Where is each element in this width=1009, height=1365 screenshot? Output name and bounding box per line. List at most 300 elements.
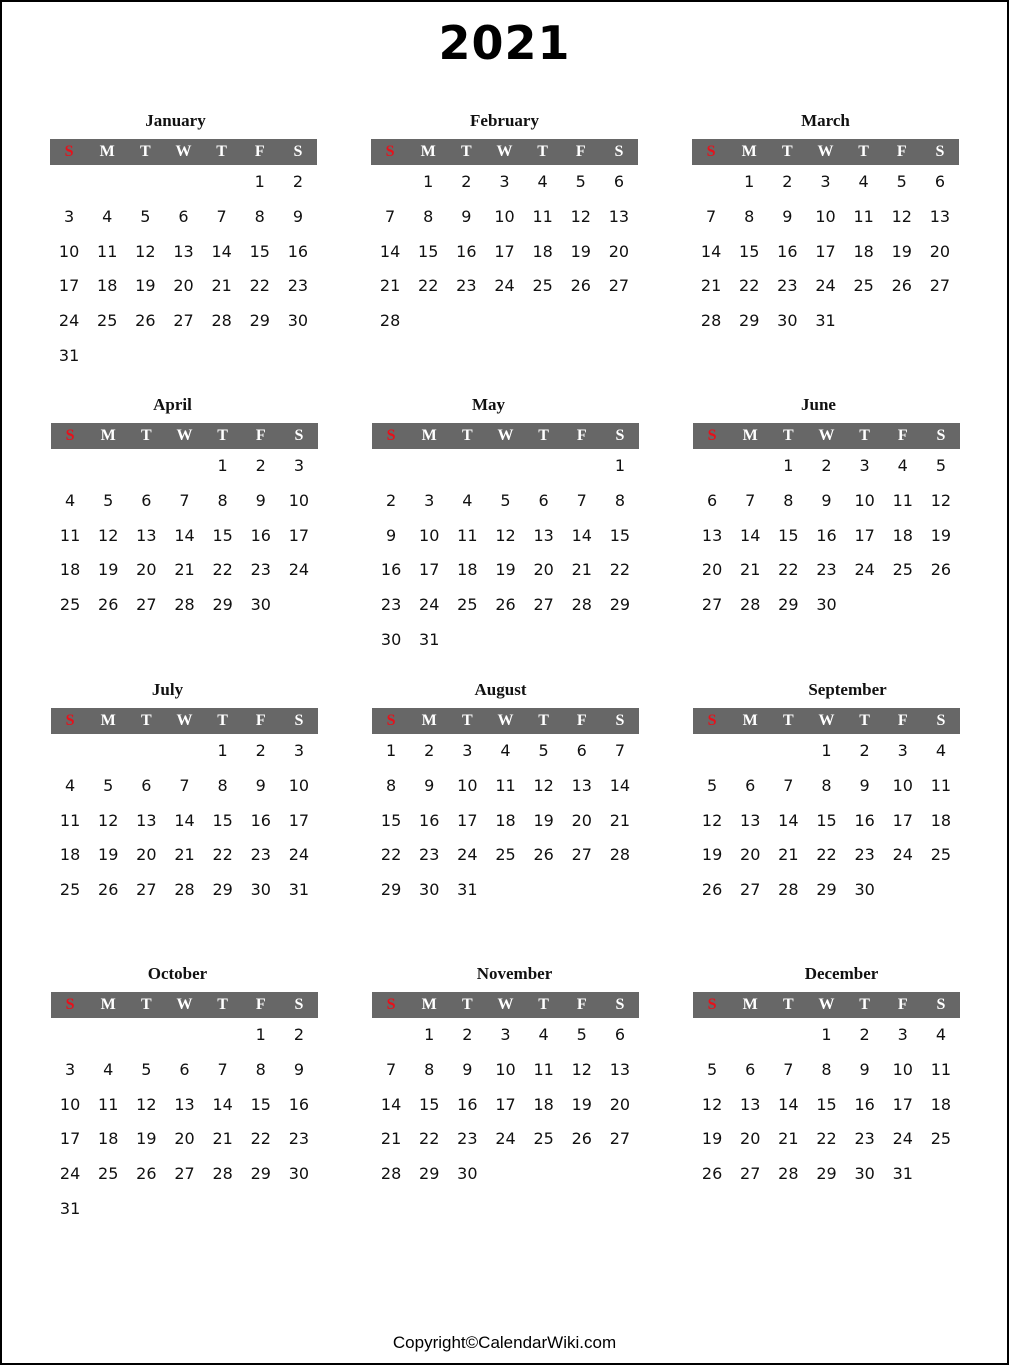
day-cell: 25 (533, 1129, 554, 1149)
day-cell: 29 (609, 595, 631, 615)
day-cell: 3 (897, 1025, 908, 1044)
day-cell: 4 (935, 741, 946, 760)
day-cell: 28 (740, 595, 761, 615)
day-grid (51, 449, 318, 623)
weekday-label: M (742, 996, 758, 1013)
day-cell: 18 (533, 1094, 554, 1114)
weekday-header (51, 423, 318, 449)
weekday-label: S (294, 427, 304, 444)
day-cell: 16 (457, 1094, 478, 1114)
day-cell: 9 (821, 490, 832, 510)
day-cell: 8 (423, 206, 434, 226)
day-cell: 9 (859, 775, 870, 795)
day-cell: 19 (570, 241, 591, 261)
day-cell: 20 (174, 1129, 195, 1149)
weekday-label: T (538, 996, 549, 1013)
day-cell: 7 (783, 1059, 794, 1079)
day-cell: 9 (292, 206, 303, 226)
day-cell: 14 (174, 525, 195, 545)
month-january (50, 111, 317, 374)
day-cell: 29 (249, 311, 270, 331)
weekday-label: W (497, 712, 514, 729)
weekday-label: M (100, 996, 116, 1013)
day-cell: 3 (424, 490, 435, 510)
month-name: February (470, 111, 539, 130)
day-cell: 22 (250, 1129, 271, 1149)
day-cell: 6 (576, 741, 587, 760)
day-cell: 4 (537, 172, 548, 191)
day-cell: 5 (141, 1059, 152, 1079)
day-cell: 25 (98, 1164, 119, 1184)
day-cell: 7 (705, 206, 717, 226)
weekday-label: F (254, 143, 265, 160)
day-cell: 4 (103, 1059, 114, 1079)
empty-cell (769, 1018, 807, 1053)
day-cell: 12 (701, 810, 723, 830)
weekday-label: M (742, 712, 758, 729)
month-name: April (153, 395, 192, 414)
day-cell: 4 (538, 1025, 549, 1044)
day-cell: 8 (821, 775, 832, 795)
day-cell: 31 (419, 629, 440, 649)
weekday-label: F (575, 143, 586, 160)
day-cell: 29 (816, 1164, 837, 1184)
day-cell: 14 (571, 525, 592, 545)
empty-cell (448, 449, 486, 484)
weekday-header (372, 708, 639, 734)
day-cell: 21 (609, 810, 631, 830)
month-name: January (145, 111, 206, 130)
weekday-label: S (707, 996, 717, 1013)
day-cell: 21 (700, 276, 722, 296)
day-cell: 7 (576, 490, 587, 510)
weekday-label: W (497, 427, 514, 444)
day-cell: 21 (571, 560, 592, 580)
day-cell: 29 (250, 1164, 271, 1184)
day-cell: 19 (891, 241, 912, 261)
day-cell: 31 (59, 1198, 81, 1218)
empty-cell (410, 449, 448, 484)
day-cell: 12 (701, 1094, 723, 1114)
day-cell: 24 (58, 311, 80, 331)
day-cell: 28 (212, 1164, 233, 1184)
day-cell: 20 (740, 845, 761, 865)
empty-cell (371, 165, 409, 200)
day-cell: 1 (254, 172, 265, 191)
day-cell: 25 (532, 276, 553, 296)
day-cell: 10 (495, 1059, 516, 1079)
day-cell: 12 (930, 490, 952, 510)
day-cell: 23 (854, 1129, 875, 1149)
empty-cell (203, 165, 241, 200)
weekday-label: S (936, 712, 946, 729)
day-cell: 17 (494, 241, 515, 261)
day-cell: 30 (419, 880, 440, 900)
day-cell: 25 (97, 311, 118, 331)
day-grid (371, 165, 638, 339)
day-cell: 24 (892, 1129, 913, 1149)
day-cell: 28 (174, 595, 195, 615)
month-name: August (474, 680, 527, 699)
day-cell: 14 (740, 525, 761, 545)
day-cell: 23 (250, 845, 271, 865)
day-cell: 21 (212, 1129, 233, 1149)
day-cell: 20 (740, 1129, 761, 1149)
empty-cell (204, 1018, 242, 1053)
copyright-footer: Copyright©CalendarWiki.com (392, 1333, 617, 1352)
day-cell: 28 (609, 845, 631, 865)
day-cell: 2 (461, 172, 472, 191)
day-cell: 17 (815, 241, 836, 261)
weekday-label: S (294, 712, 304, 729)
empty-cell (126, 165, 164, 200)
day-cell: 18 (98, 1129, 119, 1149)
day-cell: 11 (930, 775, 952, 795)
weekday-label: S (386, 996, 396, 1013)
empty-cell (50, 165, 88, 200)
day-cell: 10 (457, 775, 478, 795)
day-cell: 6 (613, 172, 624, 191)
day-cell: 8 (217, 775, 228, 795)
weekday-label: F (896, 143, 907, 160)
day-cell: 27 (608, 276, 630, 296)
weekday-label: W (175, 143, 192, 160)
day-cell: 27 (174, 1164, 195, 1184)
day-cell: 4 (64, 490, 76, 510)
day-cell: 14 (700, 241, 722, 261)
day-cell: 5 (103, 490, 114, 510)
day-cell: 10 (288, 775, 310, 795)
day-cell: 3 (499, 172, 510, 191)
day-cell: 23 (419, 845, 440, 865)
day-cell: 5 (706, 775, 718, 795)
empty-cell (127, 449, 165, 484)
day-cell: 31 (58, 345, 80, 365)
day-cell: 11 (532, 206, 553, 226)
weekday-label: F (576, 427, 587, 444)
day-cell: 17 (892, 1094, 913, 1114)
day-cell: 24 (494, 276, 515, 296)
day-cell: 1 (614, 456, 625, 475)
day-cell: 22 (778, 560, 799, 580)
day-cell: 14 (211, 241, 232, 261)
day-cell: 1 (385, 741, 397, 760)
day-cell: 26 (701, 1164, 723, 1184)
day-cell: 15 (418, 241, 439, 261)
empty-cell (165, 1018, 203, 1053)
day-cell: 5 (706, 1059, 718, 1079)
day-cell: 4 (64, 775, 76, 795)
day-cell: 30 (380, 629, 402, 649)
day-cell: 6 (538, 490, 549, 510)
day-cell: 10 (58, 241, 80, 261)
day-cell: 8 (254, 206, 265, 226)
day-cell: 12 (495, 525, 516, 545)
day-cell: 24 (815, 276, 836, 296)
weekday-label: S (386, 427, 396, 444)
day-cell: 11 (930, 1059, 952, 1079)
day-cell: 24 (419, 595, 440, 615)
day-cell: 2 (255, 456, 266, 475)
day-cell: 2 (255, 741, 266, 760)
day-cell: 4 (897, 456, 908, 475)
day-cell: 8 (821, 1059, 832, 1079)
day-cell: 10 (59, 1094, 81, 1114)
month-name: May (471, 395, 506, 414)
month-name: December (804, 964, 879, 983)
day-cell: 11 (533, 1059, 554, 1079)
day-cell: 8 (385, 775, 397, 795)
day-cell: 6 (178, 206, 189, 226)
day-cell: 12 (891, 206, 912, 226)
day-cell: 10 (815, 206, 836, 226)
day-cell: 13 (136, 810, 157, 830)
day-cell: 9 (462, 1059, 473, 1079)
day-cell: 23 (380, 595, 402, 615)
empty-cell (525, 449, 563, 484)
day-cell: 22 (609, 560, 631, 580)
day-cell: 27 (571, 845, 592, 865)
day-cell: 29 (778, 595, 799, 615)
day-cell: 11 (59, 525, 81, 545)
day-cell: 13 (609, 1059, 631, 1079)
weekday-label: W (497, 996, 514, 1013)
day-cell: 1 (423, 172, 434, 191)
empty-cell (127, 1018, 165, 1053)
day-cell: 24 (288, 845, 310, 865)
day-cell: 30 (287, 311, 309, 331)
weekday-header (692, 139, 959, 165)
day-cell: 9 (255, 775, 266, 795)
weekday-label: M (421, 712, 437, 729)
day-cell: 22 (212, 845, 233, 865)
day-cell: 13 (174, 1094, 195, 1114)
day-cell: 23 (250, 560, 271, 580)
day-cell: 10 (494, 206, 515, 226)
day-cell: 18 (495, 810, 516, 830)
day-cell: 11 (495, 775, 516, 795)
day-cell: 14 (379, 241, 401, 261)
day-cell: 17 (495, 1094, 516, 1114)
day-cell: 29 (212, 595, 233, 615)
day-cell: 31 (815, 311, 836, 331)
day-cell: 26 (571, 1129, 592, 1149)
day-cell: 20 (701, 560, 723, 580)
weekday-header (371, 139, 638, 165)
weekday-label: W (817, 143, 834, 160)
day-cell: 14 (212, 1094, 233, 1114)
day-cell: 13 (740, 810, 761, 830)
day-cell: 2 (424, 741, 435, 760)
weekday-label: M (742, 427, 758, 444)
empty-cell (563, 449, 601, 484)
weekday-label: M (100, 427, 116, 444)
day-cell: 19 (98, 845, 119, 865)
empty-cell (51, 449, 89, 484)
day-cell: 25 (853, 276, 874, 296)
day-cell: 13 (929, 206, 951, 226)
weekday-label: T (217, 712, 228, 729)
empty-cell (51, 1018, 89, 1053)
day-cell: 3 (293, 456, 304, 475)
day-cell: 28 (778, 880, 799, 900)
empty-cell (165, 449, 203, 484)
empty-cell (165, 734, 203, 769)
day-cell: 8 (744, 206, 755, 226)
day-cell: 1 (424, 1025, 435, 1044)
weekday-label: T (141, 427, 152, 444)
day-cell: 25 (930, 845, 952, 865)
day-cell: 18 (892, 525, 913, 545)
weekday-label: T (783, 712, 794, 729)
day-cell: 28 (700, 311, 722, 331)
day-cell: 1 (217, 456, 228, 475)
month-name: June (801, 395, 836, 414)
empty-cell (486, 449, 524, 484)
empty-cell (372, 1018, 410, 1053)
day-cell: 23 (287, 276, 309, 296)
day-cell: 6 (706, 490, 718, 510)
day-cell: 3 (897, 741, 908, 760)
day-cell: 21 (174, 560, 195, 580)
day-grid (51, 734, 318, 908)
weekday-header (693, 708, 960, 734)
day-cell: 17 (58, 276, 80, 296)
day-cell: 19 (495, 560, 516, 580)
day-cell: 9 (293, 1059, 304, 1079)
month-name: July (151, 680, 184, 699)
weekday-label: W (176, 712, 193, 729)
day-cell: 18 (532, 241, 553, 261)
day-cell: 20 (533, 560, 554, 580)
day-cell: 27 (173, 311, 194, 331)
day-cell: 26 (98, 880, 119, 900)
day-cell: 10 (854, 490, 875, 510)
day-cell: 24 (892, 845, 913, 865)
weekday-label: T (141, 996, 152, 1013)
day-cell: 13 (533, 525, 554, 545)
weekday-label: T (217, 996, 228, 1013)
day-cell: 14 (778, 1094, 799, 1114)
empty-cell (89, 449, 127, 484)
day-cell: 9 (385, 525, 397, 545)
day-cell: 12 (571, 1059, 592, 1079)
day-cell: 24 (495, 1129, 516, 1149)
month-name: October (147, 964, 208, 983)
day-cell: 30 (854, 880, 875, 900)
day-cell: 21 (380, 1129, 402, 1149)
day-cell: 24 (59, 1164, 81, 1184)
day-cell: 1 (783, 456, 794, 475)
day-cell: 21 (174, 845, 195, 865)
weekday-label: T (462, 712, 473, 729)
day-cell: 13 (136, 525, 157, 545)
empty-cell (693, 1018, 731, 1053)
weekday-label: M (99, 143, 115, 160)
day-cell: 16 (854, 810, 875, 830)
day-cell: 20 (136, 845, 157, 865)
weekday-label: S (294, 996, 304, 1013)
day-cell: 19 (701, 1129, 723, 1149)
day-cell: 1 (821, 741, 832, 760)
day-cell: 28 (211, 311, 232, 331)
day-cell: 5 (575, 172, 586, 191)
day-cell: 17 (59, 1129, 81, 1149)
day-cell: 22 (419, 1129, 440, 1149)
day-cell: 3 (293, 741, 304, 760)
day-cell: 23 (456, 276, 477, 296)
day-cell: 15 (212, 525, 233, 545)
weekday-label: S (64, 143, 74, 160)
weekday-label: S (707, 427, 717, 444)
day-cell: 6 (179, 1059, 190, 1079)
weekday-label: T (859, 996, 870, 1013)
day-cell: 15 (249, 241, 270, 261)
day-cell: 1 (255, 1025, 266, 1044)
day-cell: 23 (816, 560, 837, 580)
day-cell: 12 (135, 241, 156, 261)
day-cell: 22 (212, 560, 233, 580)
day-cell: 4 (858, 172, 869, 191)
day-cell: 15 (380, 810, 402, 830)
weekday-header (50, 139, 317, 165)
day-cell: 25 (495, 845, 516, 865)
weekday-label: T (859, 712, 870, 729)
day-cell: 11 (98, 1094, 119, 1114)
month-october (51, 964, 318, 1227)
day-cell: 19 (930, 525, 952, 545)
day-cell: 27 (136, 880, 157, 900)
weekday-label: T (783, 996, 794, 1013)
month-november (372, 964, 639, 1192)
day-cell: 19 (571, 1094, 592, 1114)
day-cell: 5 (538, 741, 549, 760)
weekday-label: F (897, 712, 908, 729)
weekday-label: F (255, 427, 266, 444)
day-cell: 30 (854, 1164, 875, 1184)
day-cell: 25 (930, 1129, 952, 1149)
day-cell: 16 (854, 1094, 875, 1114)
day-cell: 8 (783, 490, 794, 510)
day-cell: 10 (892, 1059, 913, 1079)
day-cell: 22 (739, 276, 760, 296)
day-cell: 1 (217, 741, 228, 760)
day-cell: 8 (255, 1059, 266, 1079)
day-cell: 21 (211, 276, 232, 296)
day-cell: 11 (59, 810, 81, 830)
day-cell: 26 (533, 845, 554, 865)
weekday-label: T (461, 143, 472, 160)
day-cell: 25 (59, 880, 81, 900)
day-cell: 16 (419, 810, 440, 830)
month-august (372, 680, 639, 908)
day-grid (693, 449, 960, 623)
day-cell: 12 (98, 810, 119, 830)
day-cell: 5 (576, 1025, 587, 1044)
day-cell: 9 (782, 206, 793, 226)
day-cell: 26 (891, 276, 912, 296)
day-cell: 19 (136, 1129, 157, 1149)
day-cell: 3 (462, 741, 473, 760)
day-cell: 23 (288, 1129, 310, 1149)
day-cell: 2 (782, 172, 793, 191)
day-cell: 6 (614, 1025, 625, 1044)
weekday-label: W (176, 427, 193, 444)
empty-cell (693, 449, 731, 484)
day-cell: 13 (701, 525, 723, 545)
day-cell: 12 (533, 775, 554, 795)
day-cell: 17 (457, 810, 478, 830)
